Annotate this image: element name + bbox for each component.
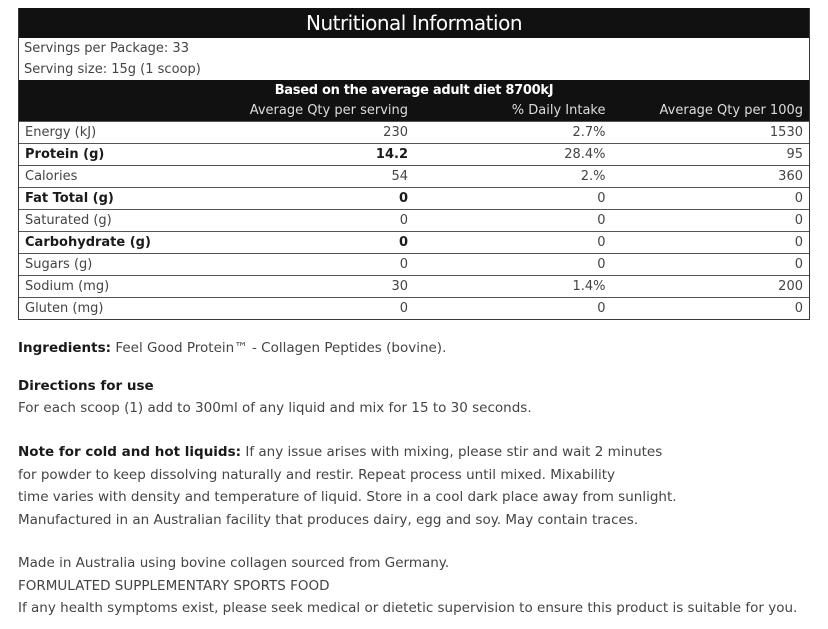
nutrition-panel — [18, 8, 810, 320]
note-label: Note for cold and hot liquids: — [18, 444, 242, 460]
nutrient-row — [19, 210, 809, 232]
nutrient-serving: 230 — [217, 122, 415, 144]
serving-size: Serving size: 15g (1 scoop) — [24, 62, 201, 77]
nutrient-row — [19, 144, 809, 166]
nutrient-serving: 0 — [217, 188, 415, 210]
nutrient-serving: 0 — [217, 210, 415, 232]
column-header-serving: Average Qty per serving — [217, 100, 415, 122]
nutrient-row — [19, 276, 809, 298]
nutrient-label: Protein (g) — [19, 144, 217, 166]
nutrition-table — [19, 80, 809, 319]
ingredients-text: Feel Good Protein™ - Collagen Peptides (bovine). — [111, 340, 447, 356]
directions-text: For each scoop (1) add to 300ml of any liquid and mix for 15 to 30 seconds. — [18, 400, 532, 416]
nutrient-row — [19, 254, 809, 276]
note-line-3: time varies with density and temperature of liquid. Store in a cool dark place away from sunlight. — [18, 489, 677, 505]
nutrient-label: Energy (kJ) — [19, 122, 217, 144]
nutrient-row — [19, 232, 809, 254]
nutrient-serving: 0 — [217, 232, 415, 254]
nutrient-label: Sugars (g) — [19, 254, 217, 276]
ingredients-label: Ingredients: — [18, 340, 112, 356]
nutrient-per100: 0 — [612, 210, 810, 232]
nutrient-daily: 28.4% — [414, 144, 612, 166]
note-line-4: Manufactured in an Australian facility that produces dairy, egg and soy. May contain traces. — [18, 512, 639, 528]
nutrient-per100: 0 — [612, 188, 810, 210]
diet-header-row — [19, 80, 809, 100]
servings-per-package: Servings per Package: 33 — [24, 41, 189, 56]
nutrient-row — [19, 166, 809, 188]
nutrient-per100: 0 — [612, 232, 810, 254]
nutrient-serving: 0 — [217, 298, 415, 320]
nutrient-serving: 0 — [217, 254, 415, 276]
column-header-blank — [19, 100, 217, 122]
nutrient-serving: 14.2 — [217, 144, 415, 166]
nutrient-serving: 54 — [217, 166, 415, 188]
note-text-1: If any issue arises with mixing, please stir and wait 2 minutes — [241, 444, 663, 460]
nutrient-label: Carbohydrate (g) — [19, 232, 217, 254]
panel-title: Nutritional Information — [19, 8, 809, 38]
nutrient-per100: 0 — [612, 298, 810, 320]
nutrient-daily: 0 — [414, 188, 612, 210]
nutrient-daily: 0 — [414, 298, 612, 320]
nutrient-daily: 2.% — [414, 166, 612, 188]
nutrient-daily: 1.4% — [414, 276, 612, 298]
directions-heading: Directions for use — [18, 378, 154, 394]
nutrient-per100: 95 — [612, 144, 810, 166]
nutrient-per100: 360 — [612, 166, 810, 188]
nutrient-daily: 0 — [414, 254, 612, 276]
note-line-1 — [18, 444, 662, 460]
column-header-per100: Average Qty per 100g — [612, 100, 810, 122]
column-header-row — [19, 100, 809, 122]
nutrient-per100: 0 — [612, 254, 810, 276]
nutrient-daily: 2.7% — [414, 122, 612, 144]
nutrient-row — [19, 188, 809, 210]
nutrient-per100: 200 — [612, 276, 810, 298]
note-line-2: for powder to keep dissolving naturally and restir. Repeat process until mixed. Mixability — [18, 467, 616, 483]
nutrient-row — [19, 122, 809, 144]
footer-line-2: FORMULATED SUPPLEMENTARY SPORTS FOOD — [18, 578, 330, 594]
nutrient-label: Fat Total (g) — [19, 188, 217, 210]
diet-header: Based on the average adult diet 8700kJ — [19, 80, 809, 100]
nutrient-daily: 0 — [414, 232, 612, 254]
footer-line-3: If any health symptoms exist, please seek medical or dietetic supervision to ensure this product is suitable for you. — [18, 600, 798, 616]
footer-line-1: Made in Australia using bovine collagen sourced from Germany. — [18, 555, 450, 571]
nutrient-label: Calories — [19, 166, 217, 188]
nutrient-label: Sodium (mg) — [19, 276, 217, 298]
column-header-daily: % Daily Intake — [414, 100, 612, 122]
nutrient-daily: 0 — [414, 210, 612, 232]
nutrient-row — [19, 298, 809, 320]
nutrient-label: Gluten (mg) — [19, 298, 217, 320]
nutrient-per100: 1530 — [612, 122, 810, 144]
ingredients-line — [18, 340, 446, 356]
nutrient-serving: 30 — [217, 276, 415, 298]
nutrient-label: Saturated (g) — [19, 210, 217, 232]
